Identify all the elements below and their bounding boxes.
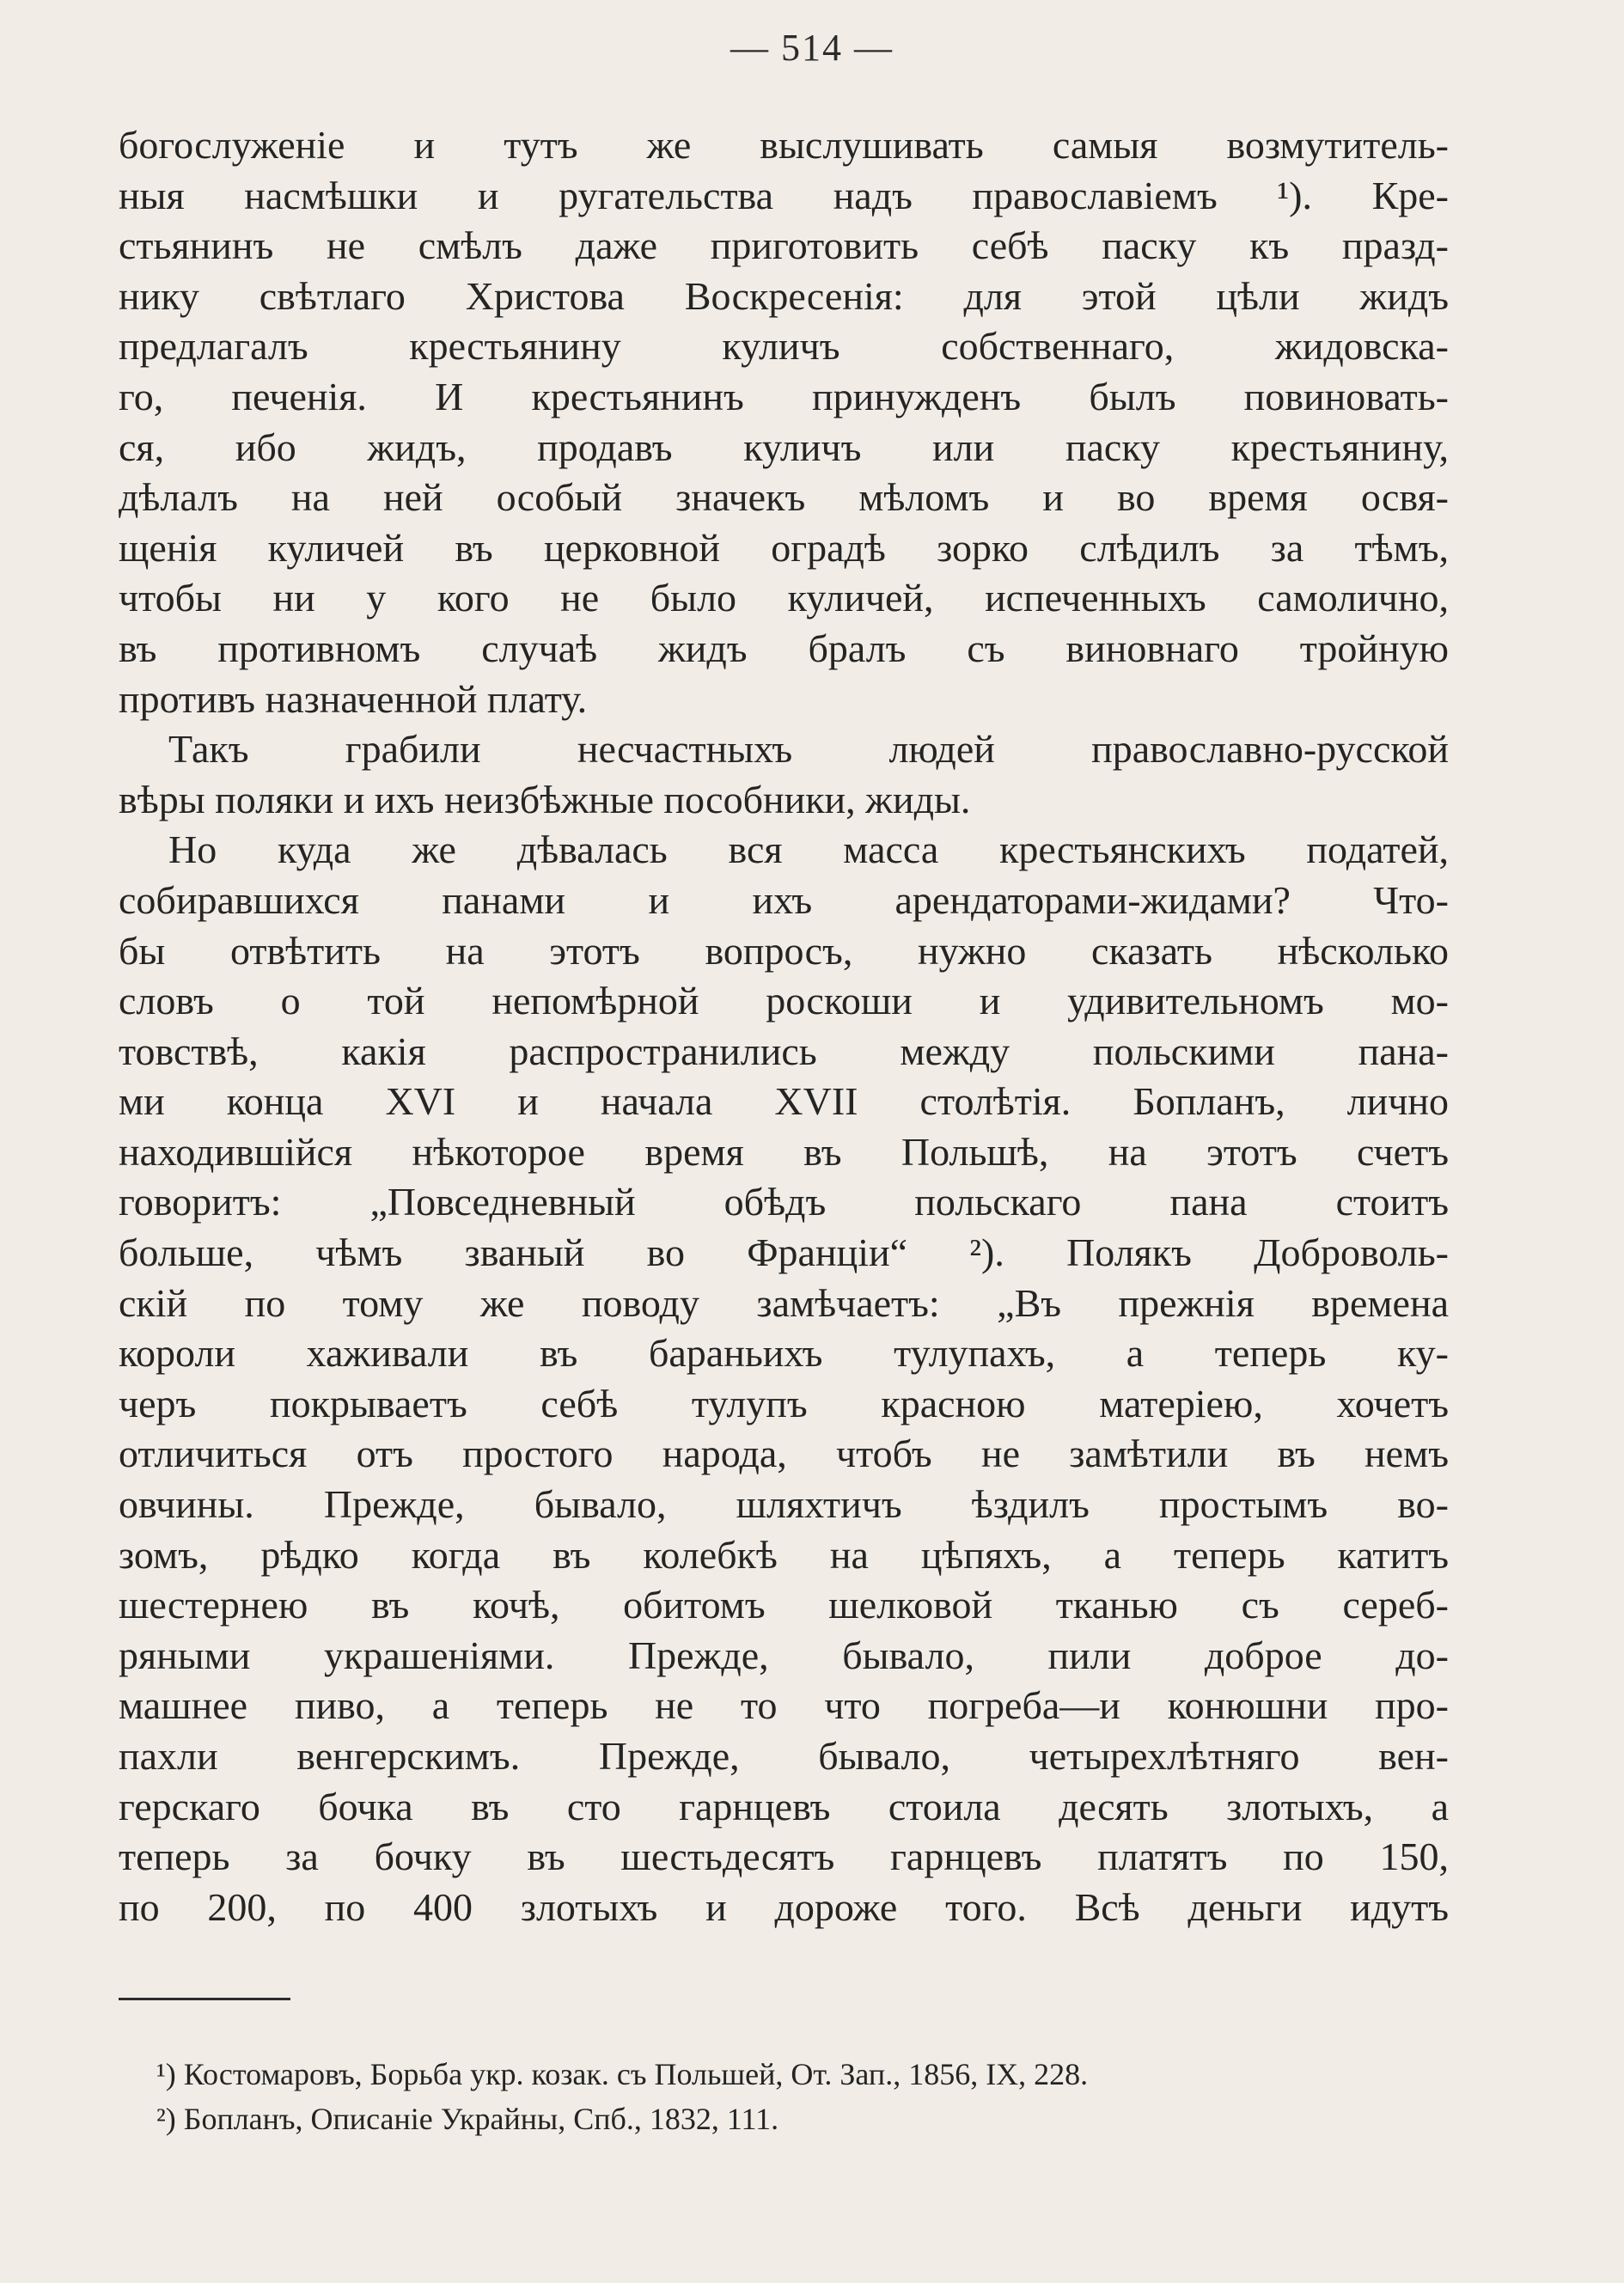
text-line: въ противномъ случаѣ жидъ бралъ съ виновнаго тройную	[119, 626, 1449, 670]
text-line: говоритъ: „Повседневный обѣдъ польскаго пана стоитъ	[119, 1180, 1449, 1224]
text-line: Но куда же дѣвалась вся масса крестьянскихъ податей,	[168, 827, 1449, 872]
text-line: больше, чѣмъ званый во Франціи“ ²). Полякъ Доброволь-	[119, 1230, 1449, 1275]
text-line: ся, ибо жидъ, продавъ куличъ или паску крестьянину,	[119, 424, 1449, 469]
text-line: зомъ, рѣдко когда въ колебкѣ на цѣпяхъ, а теперь катитъ	[119, 1532, 1449, 1577]
text-line: словъ о той непомѣрной роскоши и удивительномъ мо-	[119, 979, 1449, 1023]
text-line: собиравшихся панами и ихъ арендаторами-жидами? Что-	[119, 877, 1449, 922]
footnote-1: ¹) Костомаровъ, Борьба укр. козак. съ Польшей, От. Зап., 1856, IX, 228.	[156, 2057, 1089, 2091]
text-line: черъ покрываетъ себѣ тулупъ красною матеріею, хочетъ	[119, 1381, 1449, 1425]
text-line: шестернею въ кочѣ, обитомъ шелковой тканью съ сереб-	[119, 1583, 1449, 1627]
text-line: чтобы ни у кого не было куличей, испеченныхъ самолично,	[119, 576, 1449, 620]
text-line: по 200, по 400 злотыхъ и дороже того. Всѣ деньги идутъ	[119, 1884, 1449, 1929]
text-line: герскаго бочка въ сто гарнцевъ стоила десять злотыхъ, а	[119, 1784, 1449, 1828]
text-line: богослуженіе и тутъ же выслушивать самыя возмутитель-	[119, 123, 1449, 167]
text-line: противъ назначенной плату.	[119, 676, 588, 721]
text-line: го, печенія. И крестьянинъ принужденъ былъ повиновать-	[119, 374, 1449, 418]
text-line: нику свѣтлаго Христова Воскресенія: для этой цѣли жидъ	[119, 273, 1449, 318]
text-line: теперь за бочку въ шестьдесятъ гарнцевъ платятъ по 150,	[119, 1834, 1449, 1879]
body-text	[119, 120, 1449, 1932]
text-line: товствѣ, какія распространились между польскими пана-	[119, 1029, 1449, 1073]
text-line: бы отвѣтить на этотъ вопросъ, нужно сказать нѣсколько	[119, 928, 1449, 973]
text-line: овчины. Прежде, бывало, шляхтичъ ѣздилъ простымъ во-	[119, 1482, 1449, 1527]
footnote-2: ²) Бопланъ, Описаніе Украйны, Спб., 1832, 111.	[156, 2102, 779, 2136]
text-line: скій по тому же поводу замѣчаетъ: „Въ прежнія времена	[119, 1280, 1449, 1325]
page-number: — 514 —	[730, 27, 894, 69]
text-line: ныя насмѣшки и ругательства надъ православіемъ ¹). Кре-	[119, 173, 1449, 217]
text-line: Такъ грабили несчастныхъ людей православно-русской	[168, 727, 1449, 772]
text-line: находившійся нѣкоторое время въ Польшѣ, на этотъ счетъ	[119, 1129, 1449, 1174]
text-line: стьянинъ не смѣлъ даже приготовить себѣ паску къ празд-	[119, 223, 1449, 268]
text-line: короли хаживали въ бараньихъ тулупахъ, а теперь ку-	[119, 1331, 1449, 1376]
text-line: ми конца XVI и начала XVII столѣтія. Бопланъ, лично	[119, 1079, 1449, 1124]
footnote-divider	[119, 1998, 290, 2000]
text-line: вѣры поляки и ихъ неизбѣжные пособники, жиды.	[119, 777, 971, 821]
text-line: дѣлалъ на ней особый значекъ мѣломъ и во время освя-	[119, 475, 1449, 520]
text-line: отличиться отъ простого народа, чтобъ не замѣтили въ немъ	[119, 1431, 1449, 1476]
text-line: предлагалъ крестьянину куличъ собственнаго, жидовска-	[119, 324, 1449, 369]
text-line: машнее пиво, а теперь не то что погреба—и конюшни про-	[119, 1683, 1449, 1728]
text-line: пахли венгерскимъ. Прежде, бывало, четырехлѣтняго вен-	[119, 1734, 1449, 1778]
text-line: щенія куличей въ церковной оградѣ зорко слѣдилъ за тѣмъ,	[119, 525, 1449, 570]
footnotes	[119, 2052, 1449, 2141]
text-line: ряными украшеніями. Прежде, бывало, пили доброе до-	[119, 1633, 1449, 1677]
